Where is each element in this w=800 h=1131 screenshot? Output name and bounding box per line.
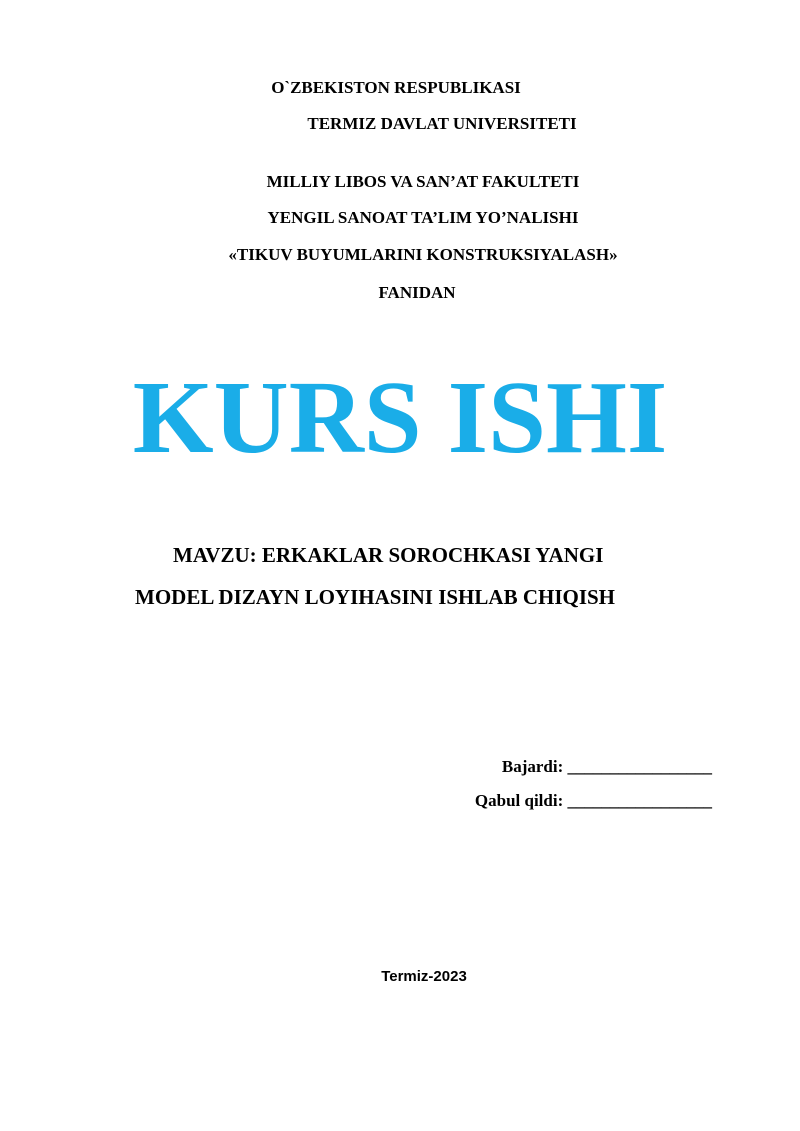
- subject-suffix: FANIDAN: [378, 283, 456, 302]
- accepted-by-signature: Qabul qildi: _________________: [474, 791, 712, 810]
- performed-by-signature: Bajardi: _________________: [501, 757, 712, 776]
- direction-name: YENGIL SANOAT TA’LIM YO’NALISHI: [267, 208, 579, 227]
- document-title: KURS ISHI: [132, 360, 668, 475]
- country-name: O`ZBEKISTON RESPUBLIKASI: [271, 78, 521, 97]
- university-name: TERMIZ DAVLAT UNIVERSITETI: [307, 114, 577, 133]
- subject-name: «TIKUV BUYUMLARINI KONSTRUKSIYALASH»: [228, 245, 618, 264]
- place-year: Termiz-2023: [381, 968, 467, 985]
- faculty-name: MILLIY LIBOS VA SAN’AT FAKULTETI: [266, 172, 580, 191]
- topic-line-1: MAVZU: ERKAKLAR SOROCHKASI YANGI: [173, 543, 604, 567]
- topic-line-2: MODEL DIZAYN LOYIHASINI ISHLAB CHIQISH: [135, 585, 616, 609]
